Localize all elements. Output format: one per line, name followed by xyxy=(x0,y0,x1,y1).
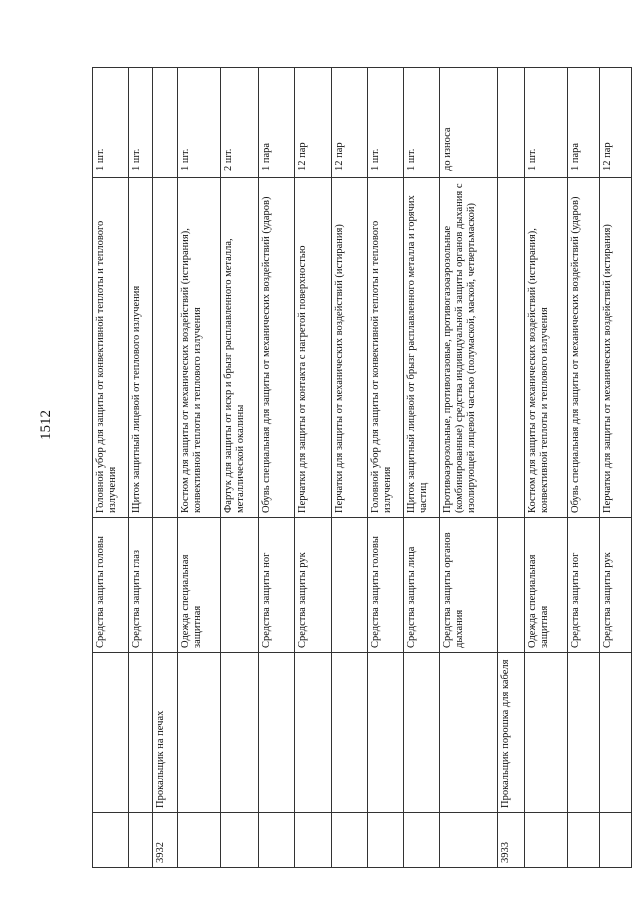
category-cell: Одежда специальная защитная xyxy=(525,518,568,653)
page-number: 1512 xyxy=(38,410,54,440)
table-row xyxy=(567,68,599,868)
table-row xyxy=(152,68,178,868)
table-row xyxy=(599,68,631,868)
item-cell xyxy=(152,178,178,518)
item-cell: Головной убор для защиты от конвективной теплоты и теплового излучения xyxy=(93,178,129,518)
code-cell xyxy=(129,813,152,868)
code-cell xyxy=(295,813,331,868)
code-cell: 3933 xyxy=(497,813,525,868)
table-row xyxy=(403,68,439,868)
table-row xyxy=(178,68,221,868)
table-row xyxy=(295,68,331,868)
code-cell xyxy=(331,813,367,868)
profession-cell xyxy=(93,653,129,813)
quantity-cell xyxy=(152,68,178,178)
quantity-cell: 2 шт. xyxy=(220,68,258,178)
profession-cell xyxy=(599,653,631,813)
category-cell: Средства защиты органов дыхания xyxy=(440,518,498,653)
profession-cell xyxy=(331,653,367,813)
profession-cell xyxy=(567,653,599,813)
quantity-cell: 12 пар xyxy=(331,68,367,178)
item-cell: Головной убор для защиты от конвективной теплоты и теплового излучения xyxy=(367,178,403,518)
profession-cell xyxy=(129,653,152,813)
item-cell: Обувь специальная для защиты от механических воздействий (ударов) xyxy=(259,178,295,518)
category-cell xyxy=(152,518,178,653)
quantity-cell: 1 шт. xyxy=(129,68,152,178)
table-row xyxy=(220,68,258,868)
table-row xyxy=(259,68,295,868)
profession-cell xyxy=(403,653,439,813)
table-row xyxy=(497,68,525,868)
table-row xyxy=(331,68,367,868)
profession-cell xyxy=(367,653,403,813)
item-cell: Перчатки для защиты от механических воздействий (истирания) xyxy=(331,178,367,518)
quantity-cell: 12 пар xyxy=(599,68,631,178)
code-cell: 3932 xyxy=(152,813,178,868)
quantity-cell: 1 шт. xyxy=(403,68,439,178)
table-row xyxy=(367,68,403,868)
category-cell xyxy=(220,518,258,653)
code-cell xyxy=(178,813,221,868)
profession-cell xyxy=(178,653,221,813)
category-cell: Средства защиты рук xyxy=(295,518,331,653)
profession-cell xyxy=(259,653,295,813)
quantity-cell: 1 шт. xyxy=(525,68,568,178)
quantity-cell: 1 шт. xyxy=(367,68,403,178)
item-cell: Щиток защитный лицевой от брызг расплавленного металла и горячих частиц xyxy=(403,178,439,518)
table-row xyxy=(129,68,152,868)
quantity-cell: 12 пар xyxy=(295,68,331,178)
profession-cell: Прокальщик на печах xyxy=(152,653,178,813)
table-row xyxy=(525,68,568,868)
quantity-cell: 1 шт. xyxy=(178,68,221,178)
quantity-cell: 1 шт. xyxy=(93,68,129,178)
code-cell xyxy=(220,813,258,868)
quantity-cell: 1 пара xyxy=(567,68,599,178)
item-cell: Перчатки для защиты от контакта с нагретой поверхностью xyxy=(295,178,331,518)
item-cell: Противоаэрозольные, противогазовые, противогазоаэрозольные (комбинированные) средства индивидуальной защиты органов дыхания с изолирующей лицевой частью (полумаской, маской, четвертьмаской) xyxy=(440,178,498,518)
profession-cell xyxy=(220,653,258,813)
category-cell: Средства защиты глаз xyxy=(129,518,152,653)
code-cell xyxy=(403,813,439,868)
item-cell: Обувь специальная для защиты от механических воздействий (ударов) xyxy=(567,178,599,518)
category-cell xyxy=(331,518,367,653)
quantity-cell: до износа xyxy=(440,68,498,178)
category-cell xyxy=(497,518,525,653)
code-cell xyxy=(367,813,403,868)
ppe-norms-table-rotated xyxy=(92,68,632,868)
code-cell xyxy=(440,813,498,868)
item-cell: Костюм для защиты от механических воздействий (истирания), конвективной теплоты и теплового излучения xyxy=(525,178,568,518)
code-cell xyxy=(259,813,295,868)
category-cell: Одежда специальная защитная xyxy=(178,518,221,653)
item-cell: Щиток защитный лицевой от теплового излучения xyxy=(129,178,152,518)
profession-cell xyxy=(440,653,498,813)
table-row xyxy=(93,68,129,868)
table-row xyxy=(440,68,498,868)
profession-cell xyxy=(295,653,331,813)
category-cell: Средства защиты головы xyxy=(93,518,129,653)
item-cell: Костюм для защиты от механических воздействий (истирания), конвективной теплоты и теплового излучения xyxy=(178,178,221,518)
table-body xyxy=(93,68,632,868)
code-cell xyxy=(93,813,129,868)
code-cell xyxy=(525,813,568,868)
quantity-cell: 1 пара xyxy=(259,68,295,178)
category-cell: Средства защиты рук xyxy=(599,518,631,653)
category-cell: Средства защиты ног xyxy=(567,518,599,653)
category-cell: Средства защиты ног xyxy=(259,518,295,653)
category-cell: Средства защиты лица xyxy=(403,518,439,653)
code-cell xyxy=(567,813,599,868)
quantity-cell xyxy=(497,68,525,178)
code-cell xyxy=(599,813,631,868)
profession-cell xyxy=(525,653,568,813)
item-cell: Фартук для защиты от искр и брызг расплавленного металла, металлической окалины xyxy=(220,178,258,518)
profession-cell: Прокальщик порошка для кабеля xyxy=(497,653,525,813)
ppe-norms-table xyxy=(92,67,632,868)
item-cell xyxy=(497,178,525,518)
item-cell: Перчатки для защиты от механических воздействий (истирания) xyxy=(599,178,631,518)
category-cell: Средства защиты головы xyxy=(367,518,403,653)
